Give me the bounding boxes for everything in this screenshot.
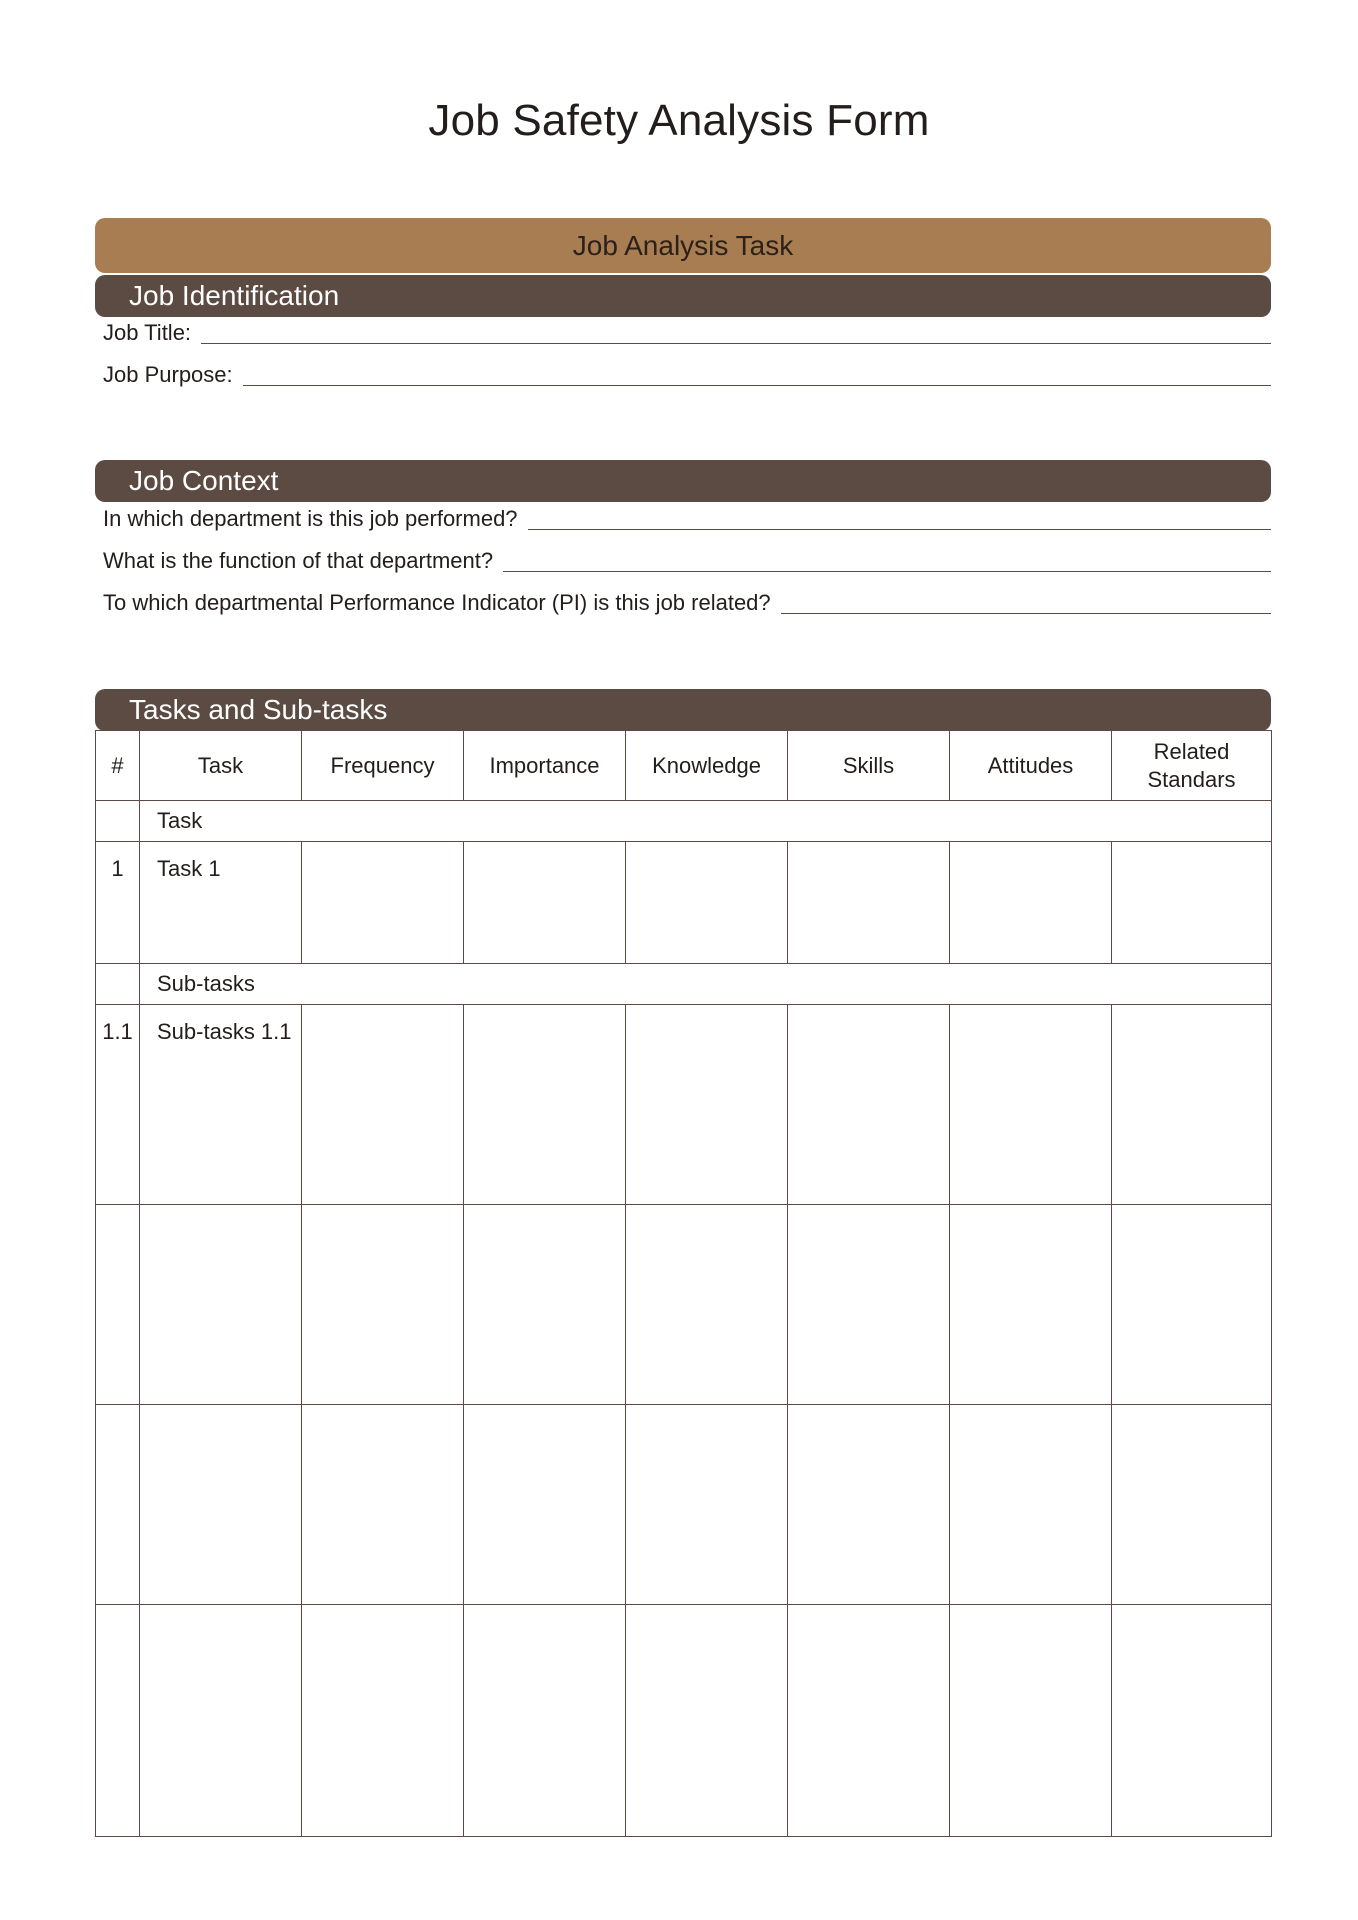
empty-cell xyxy=(96,801,140,842)
table-row[interactable] xyxy=(96,1005,1272,1205)
skills-cell[interactable] xyxy=(788,1205,950,1405)
number-cell[interactable] xyxy=(96,1605,140,1837)
tasks-heading: Tasks and Sub-tasks xyxy=(95,689,1271,731)
related-standars-cell[interactable] xyxy=(1112,842,1272,964)
frequency-cell[interactable] xyxy=(302,1405,464,1605)
related-standars-cell[interactable] xyxy=(1112,1605,1272,1837)
knowledge-cell[interactable] xyxy=(626,1005,788,1205)
task-group-label: Task xyxy=(140,801,1272,842)
subtasks-group-label: Sub-tasks xyxy=(140,964,1272,1005)
page-title: Job Safety Analysis Form xyxy=(428,96,930,145)
subtask-name[interactable]: Sub-tasks 1.1 xyxy=(140,1005,302,1205)
col-header-attitudes: Attitudes xyxy=(950,731,1112,801)
frequency-cell[interactable] xyxy=(302,842,464,964)
skills-cell[interactable] xyxy=(788,1605,950,1837)
job-context-heading: Job Context xyxy=(95,460,1271,502)
task-cell[interactable] xyxy=(140,1205,302,1405)
col-header-number: # xyxy=(96,731,140,801)
table-header-row xyxy=(96,731,1272,801)
task-cell[interactable] xyxy=(140,1405,302,1605)
col-header-importance: Importance xyxy=(464,731,626,801)
number-cell[interactable] xyxy=(96,1405,140,1605)
knowledge-cell[interactable] xyxy=(626,1205,788,1405)
task-name[interactable]: Task 1 xyxy=(140,842,302,964)
importance-cell[interactable] xyxy=(464,1405,626,1605)
table-row[interactable] xyxy=(96,842,1272,964)
department-function-input-line[interactable] xyxy=(503,551,1271,572)
col-header-related-standars: Related Standars xyxy=(1112,731,1272,801)
task-cell[interactable] xyxy=(140,1605,302,1837)
department-field[interactable] xyxy=(103,506,1271,532)
related-standars-cell[interactable] xyxy=(1112,1405,1272,1605)
table-row[interactable] xyxy=(96,1605,1272,1837)
department-function-question: What is the function of that department? xyxy=(103,548,494,573)
tasks-table xyxy=(95,730,1272,1837)
related-standars-cell[interactable] xyxy=(1112,1205,1272,1405)
importance-cell[interactable] xyxy=(464,1205,626,1405)
col-header-frequency: Frequency xyxy=(302,731,464,801)
attitudes-cell[interactable] xyxy=(950,1005,1112,1205)
skills-cell[interactable] xyxy=(788,1405,950,1605)
empty-cell xyxy=(96,964,140,1005)
performance-indicator-field[interactable] xyxy=(103,590,1271,616)
job-title-input-line[interactable] xyxy=(201,323,1271,344)
knowledge-cell[interactable] xyxy=(626,842,788,964)
knowledge-cell[interactable] xyxy=(626,1605,788,1837)
department-question: In which department is this job performed? xyxy=(103,506,518,531)
table-row[interactable] xyxy=(96,1405,1272,1605)
related-standars-cell[interactable] xyxy=(1112,1005,1272,1205)
job-identification-heading: Job Identification xyxy=(95,275,1271,317)
skills-cell[interactable] xyxy=(788,1005,950,1205)
importance-cell[interactable] xyxy=(464,842,626,964)
job-purpose-input-line[interactable] xyxy=(243,365,1271,386)
task-number: 1 xyxy=(96,842,140,964)
col-header-task: Task xyxy=(140,731,302,801)
frequency-cell[interactable] xyxy=(302,1205,464,1405)
department-function-field[interactable] xyxy=(103,548,1271,574)
frequency-cell[interactable] xyxy=(302,1605,464,1837)
job-analysis-task-banner: Job Analysis Task xyxy=(95,218,1271,273)
performance-indicator-question: To which departmental Performance Indicator (PI) is this job related? xyxy=(103,590,771,615)
importance-cell[interactable] xyxy=(464,1005,626,1205)
importance-cell[interactable] xyxy=(464,1605,626,1837)
task-group-row xyxy=(96,801,1272,842)
department-input-line[interactable] xyxy=(528,509,1271,530)
col-header-knowledge: Knowledge xyxy=(626,731,788,801)
table-row[interactable] xyxy=(96,1205,1272,1405)
attitudes-cell[interactable] xyxy=(950,1205,1112,1405)
number-cell[interactable] xyxy=(96,1205,140,1405)
job-purpose-label: Job Purpose: xyxy=(103,362,233,387)
skills-cell[interactable] xyxy=(788,842,950,964)
subtask-number: 1.1 xyxy=(96,1005,140,1205)
attitudes-cell[interactable] xyxy=(950,1605,1112,1837)
job-title-field[interactable] xyxy=(103,320,1271,346)
col-header-skills: Skills xyxy=(788,731,950,801)
job-purpose-field[interactable] xyxy=(103,362,1271,388)
subtasks-group-row xyxy=(96,964,1272,1005)
attitudes-cell[interactable] xyxy=(950,1405,1112,1605)
job-title-label: Job Title: xyxy=(103,320,192,345)
frequency-cell[interactable] xyxy=(302,1005,464,1205)
knowledge-cell[interactable] xyxy=(626,1405,788,1605)
attitudes-cell[interactable] xyxy=(950,842,1112,964)
performance-indicator-input-line[interactable] xyxy=(781,593,1271,614)
